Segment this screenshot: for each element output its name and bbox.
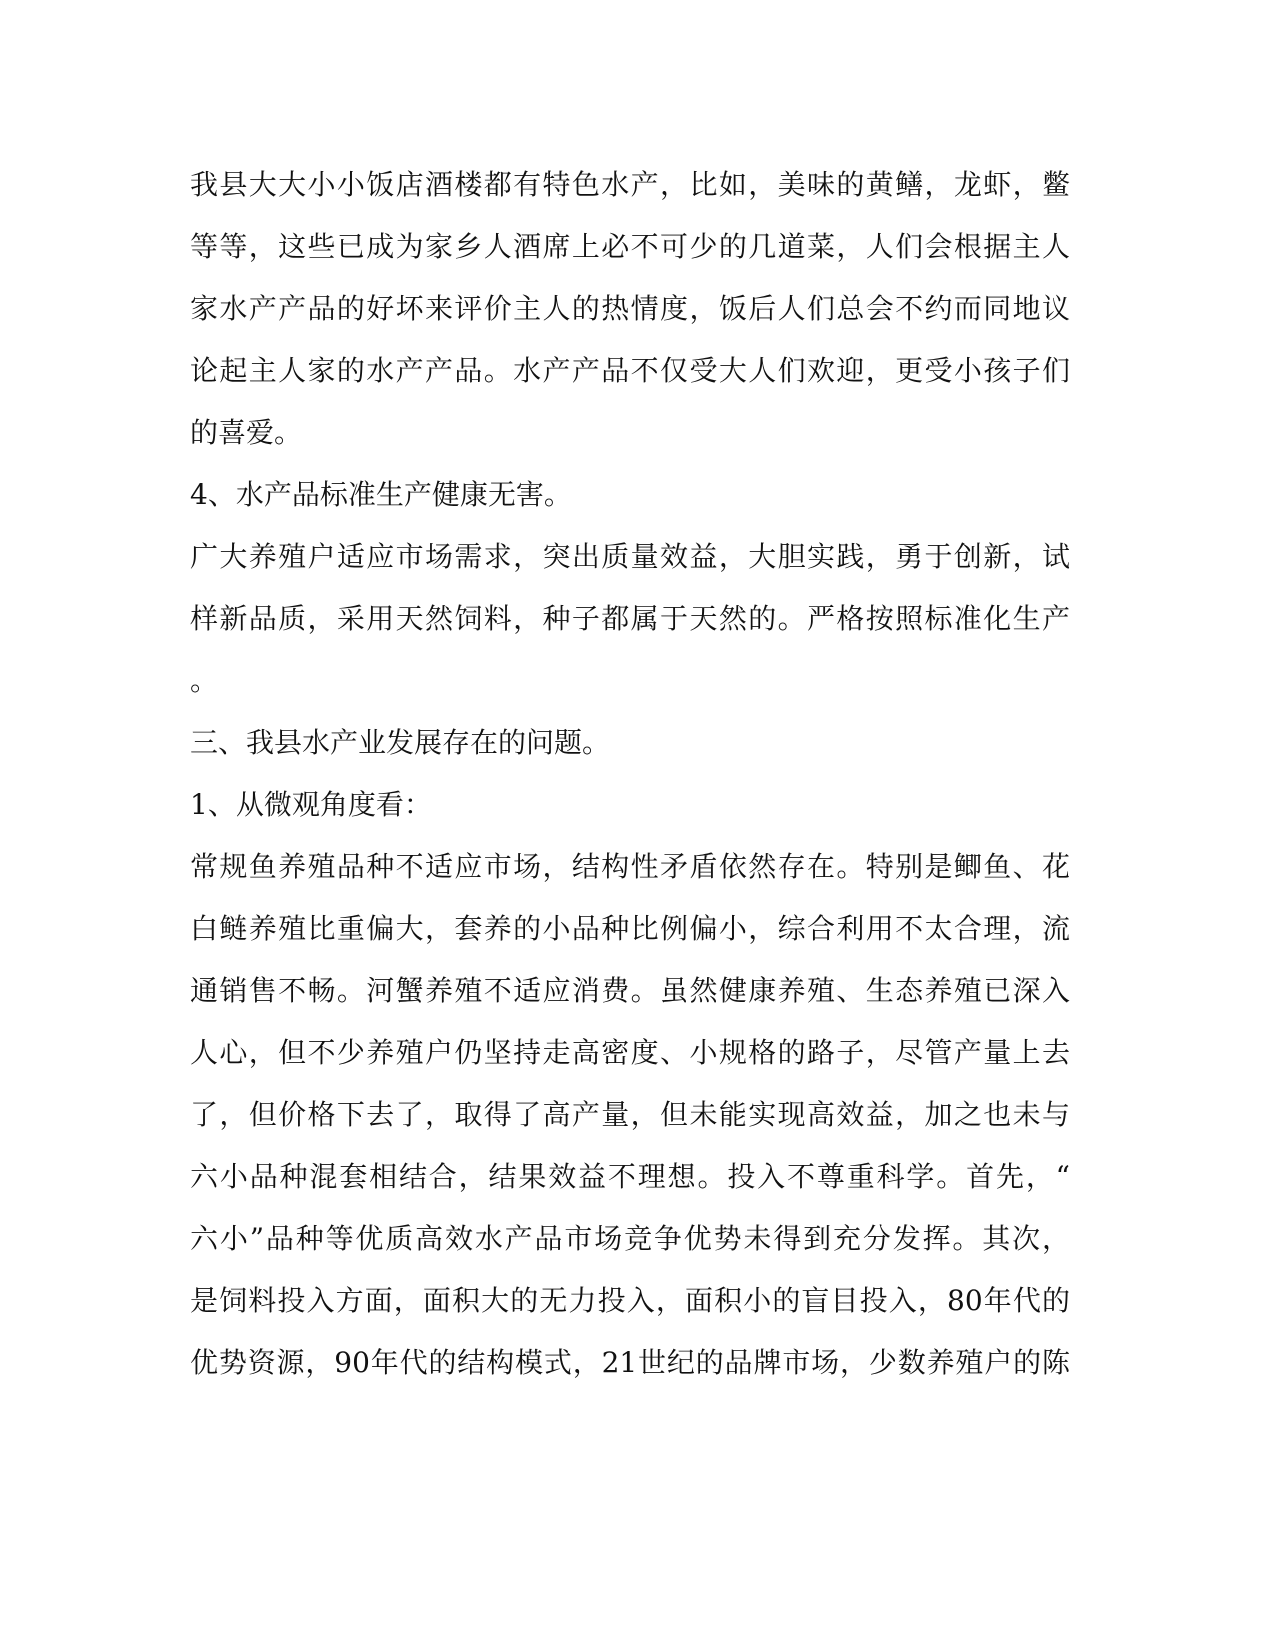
text-line: 白鲢养殖比重偏大，套养的小品种比例偏小，综合利用不太合理，流: [190, 912, 1070, 945]
section-heading: 三、我县水产业发展存在的问题。: [190, 726, 611, 759]
text-line: 的喜爱。: [190, 416, 303, 449]
text-line: 论起主人家的水产产品。水产产品不仅受大人们欢迎，更受小孩子们: [190, 354, 1070, 387]
text-line: 家水产产品的好坏来评价主人的热情度，饭后人们总会不约而同地议: [190, 292, 1070, 325]
text-line: 六小品种混套相结合，结果效益不理想。投入不尊重科学。首先，“: [190, 1160, 1070, 1193]
text-line: 优势资源，90年代的结构模式，21世纪的品牌市场，少数养殖户的陈: [190, 1346, 1070, 1379]
text-line: 常规鱼养殖品种不适应市场，结构性矛盾依然存在。特别是鲫鱼、花: [190, 850, 1070, 883]
section-heading: 4、水产品标准生产健康无害。: [190, 478, 572, 511]
text-line: 我县大大小小饭店酒楼都有特色水产，比如，美味的黄鳝，龙虾，鳖: [190, 168, 1070, 201]
text-line: 通销售不畅。河蟹养殖不适应消费。虽然健康养殖、生态养殖已深入: [190, 974, 1070, 1007]
text-line: 广大养殖户适应市场需求，突出质量效益，大胆实践，勇于创新，试: [190, 540, 1070, 573]
section-heading: 1、从微观角度看：: [190, 788, 432, 821]
text-line: 是饲料投入方面，面积大的无力投入，面积小的盲目投入，80年代的: [190, 1284, 1070, 1317]
text-line: 。: [190, 664, 219, 697]
text-line: 人心，但不少养殖户仍坚持走高密度、小规格的路子，尽管产量上去: [190, 1036, 1070, 1069]
text-line: 了，但价格下去了，取得了高产量，但未能实现高效益，加之也未与: [190, 1098, 1070, 1131]
text-line: 等等，这些已成为家乡人酒席上必不可少的几道菜，人们会根据主人: [190, 230, 1070, 263]
text-line: 六小”品种等优质高效水产品市场竞争优势未得到充分发挥。其次，: [190, 1222, 1070, 1255]
text-line: 样新品质，采用天然饲料，种子都属于天然的。严格按照标准化生产: [190, 602, 1070, 635]
